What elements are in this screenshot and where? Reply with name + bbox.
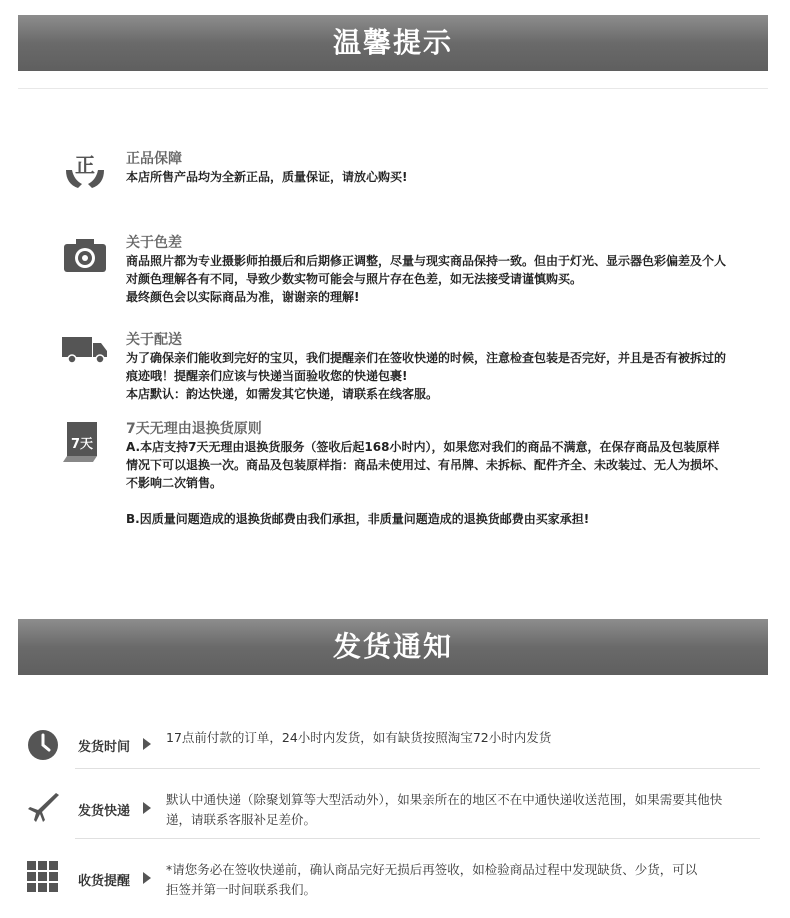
- clock-icon: [26, 728, 60, 762]
- notice-divider: [18, 88, 768, 89]
- tip-line: B.因质量问题造成的退换货邮费由我们承担，非质量问题造成的退换货邮费由买家承担!: [126, 512, 590, 526]
- tip-heading: 7天无理由退换货原则: [126, 421, 262, 437]
- shipping-label: 发货快递: [78, 804, 131, 819]
- shipping-line: *请您务必在签收快递前，确认商品完好无损后再签收，如检验商品过程中发现缺货、少货，可以: [166, 862, 698, 877]
- tip-line: 情况下可以退换一次。商品及包装原样指：商品未使用过、有吊牌、未拆标、配件齐全、未改装过、无人为损坏、: [126, 458, 727, 472]
- tip-body: [126, 168, 766, 186]
- airplane-icon: [26, 790, 60, 824]
- shipping-divider: [75, 768, 760, 769]
- shipping-text: [166, 860, 766, 900]
- shipping-label: 收货提醒: [78, 874, 131, 889]
- tip-line: 最终颜色会以实际商品为准，谢谢亲的理解!: [126, 290, 360, 304]
- tip-line: 对颜色理解各有不同，导致少数实物可能会与照片存在色差，如无法接受请谨慎购买。: [126, 272, 583, 286]
- tip-body: [126, 438, 766, 528]
- camera-icon: [60, 234, 110, 278]
- tip-line: 不影响二次销售。: [126, 476, 223, 490]
- tip-line: 痕迹哦！提醒亲们应该与快递当面验收您的快递包裹!: [126, 369, 408, 383]
- shipping-line: 拒签并第一时间联系我们。: [166, 882, 317, 897]
- tip-line: A.本店支持7天无理由退换货服务（签收后起168小时内），如果您对我们的商品不满意，在保存商品及包装原样: [126, 440, 720, 454]
- tip-heading: 关于配送: [126, 332, 182, 348]
- shipping-title: 发货通知: [332, 630, 453, 663]
- notice-title: 温馨提示: [332, 26, 453, 59]
- shipping-text: [166, 790, 766, 830]
- notice-banner: [18, 15, 768, 71]
- tip-line: 本店所售产品均为全新正品，质量保证，请放心购买!: [126, 170, 408, 184]
- shipping-banner: [18, 619, 768, 675]
- grid-icon: [26, 860, 60, 894]
- tip-body: [126, 349, 766, 403]
- tip-heading: 关于色差: [126, 235, 182, 251]
- shipping-text: [166, 728, 766, 748]
- caret-right-icon: [143, 802, 151, 814]
- truck-icon: [60, 331, 110, 375]
- tip-heading: 正品保障: [126, 151, 182, 167]
- seven-day-calendar-icon: [60, 420, 110, 464]
- tip-line: 本店默认：韵达快递，如需发其它快递，请联系在线客服。: [126, 387, 439, 401]
- shipping-label: 发货时间: [78, 740, 131, 755]
- caret-right-icon: [143, 872, 151, 884]
- tip-line: 商品照片都为专业摄影师拍摄后和后期修正调整，尽量与现实商品保持一致。但由于灯光、显示器色彩偏差及个人: [126, 254, 727, 268]
- svg-text:正: 正: [75, 153, 95, 177]
- shipping-line: 递，请联系客服补足差价。: [166, 812, 317, 827]
- shipping-line: 17点前付款的订单，24小时内发货，如有缺货按照淘宝72小时内发货: [166, 730, 552, 745]
- caret-right-icon: [143, 738, 151, 750]
- shipping-divider: [75, 838, 760, 839]
- tip-line: 为了确保亲们能收到完好的宝贝，我们提醒亲们在签收快递的时候，注意检查包装是否完好，并且是否有被拆过的: [126, 351, 727, 365]
- tip-body: [126, 252, 766, 306]
- genuine-hands-icon: [60, 150, 110, 194]
- shipping-line: 默认中通快递（除聚划算等大型活动外），如果亲所在的地区不在中通快递收送范围，如果需要其他快: [166, 792, 723, 807]
- calendar-icon-text: 7天: [70, 437, 94, 452]
